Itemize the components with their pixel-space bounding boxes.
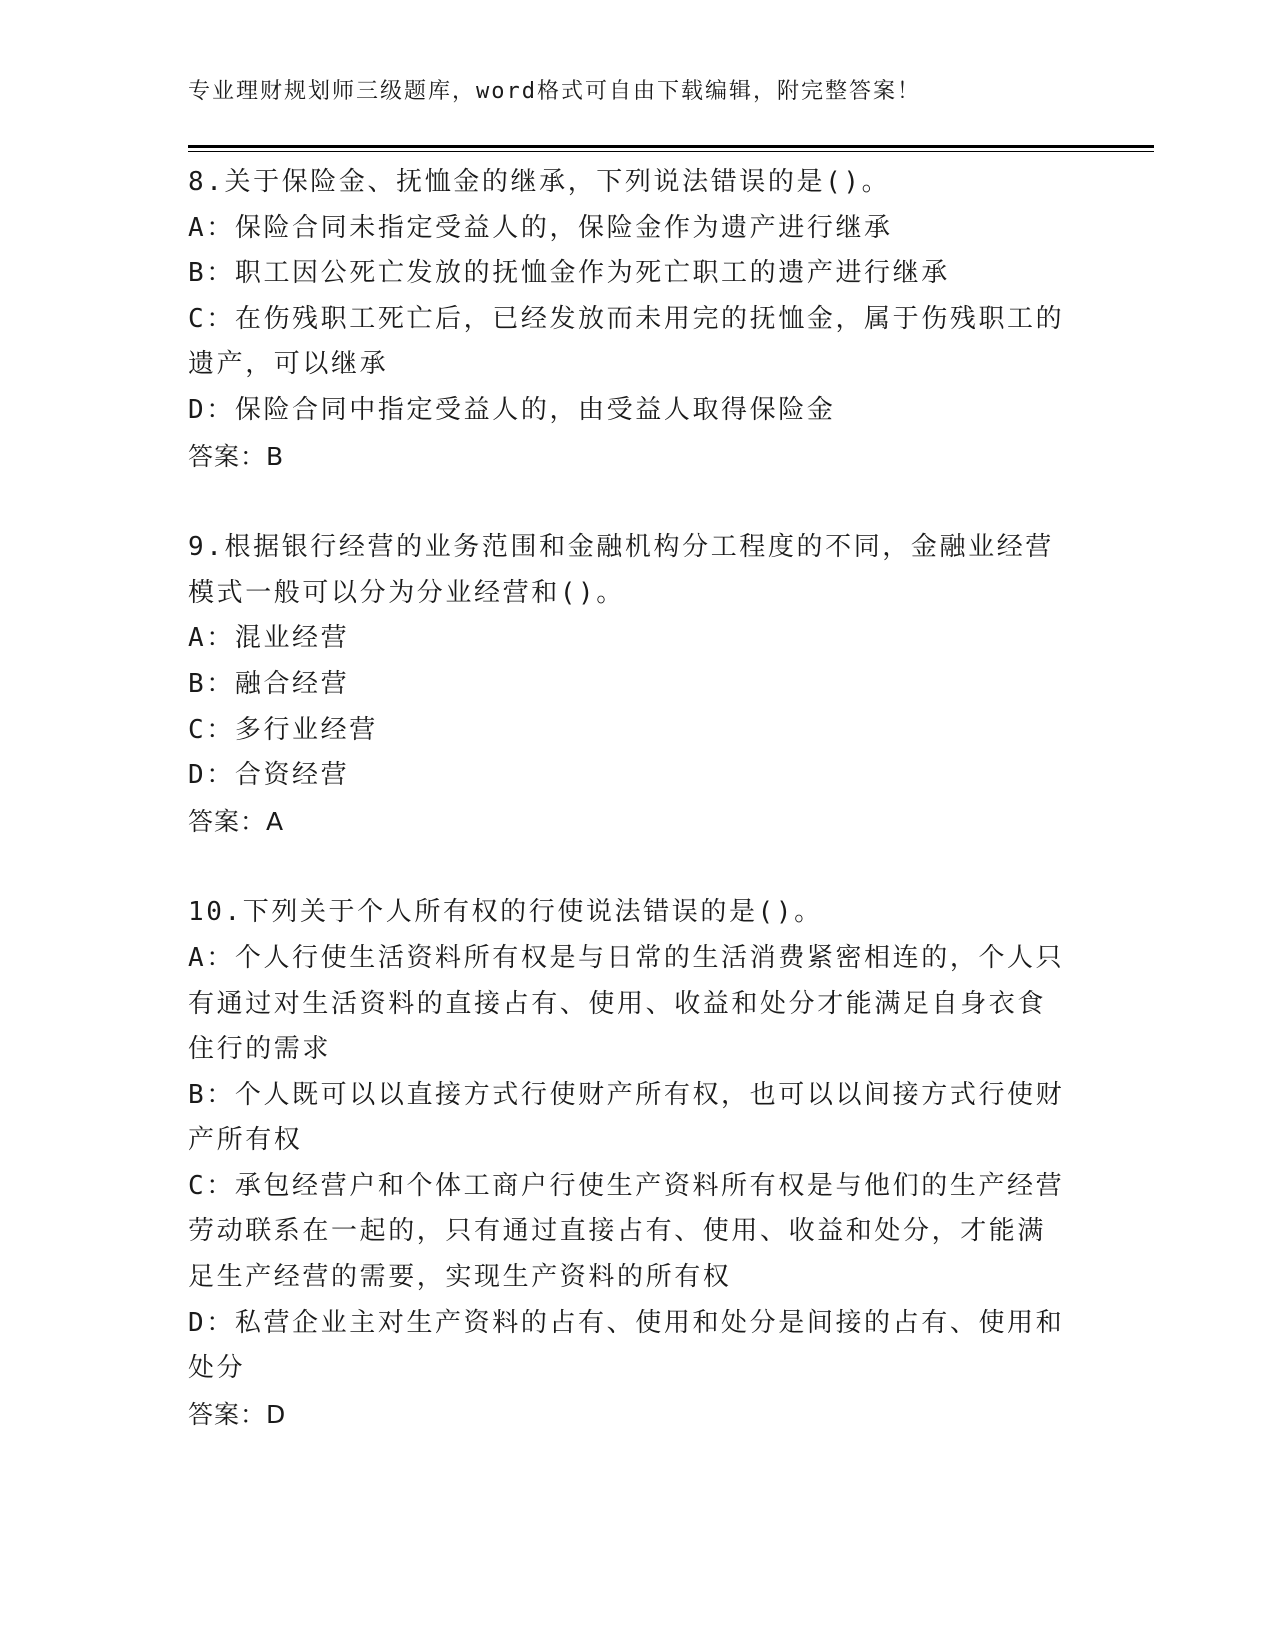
header-rule-thick <box>188 145 1154 148</box>
option-a: A：个人行使生活资料所有权是与日常的生活消费紧密相连的，个人只 <box>188 942 1065 973</box>
question-8 <box>188 160 1088 479</box>
question-stem-cont: 模式一般可以分为分业经营和()。 <box>188 577 625 608</box>
option-c-cont: 劳动联系在一起的，只有通过直接占有、使用、收益和处分，才能满 <box>188 1216 1047 1247</box>
question-stem: 10.下列关于个人所有权的行使说法错误的是()。 <box>188 897 823 928</box>
option-c-cont: 足生产经营的需要，实现生产资料的所有权 <box>188 1262 732 1293</box>
option-d: D：合资经营 <box>188 760 350 791</box>
question-list <box>188 160 1088 1437</box>
option-a-cont: 住行的需求 <box>188 1034 332 1065</box>
option-a-cont: 有通过对生活资料的直接占有、使用、收益和处分才能满足自身衣食 <box>188 988 1047 1019</box>
option-d-cont: 处分 <box>188 1353 246 1384</box>
option-b: B：个人既可以以直接方式行使财产所有权，也可以以间接方式行使财 <box>188 1079 1065 1110</box>
option-a: A：混业经营 <box>188 623 350 654</box>
answer: 答案：A <box>188 806 285 836</box>
option-c: C：在伤残职工死亡后，已经发放而未用完的抚恤金，属于伤残职工的 <box>188 303 1065 334</box>
answer: 答案：D <box>188 1399 287 1429</box>
option-b-cont: 产所有权 <box>188 1125 303 1156</box>
answer: 答案：B <box>188 441 285 471</box>
option-c: C：多行业经营 <box>188 714 378 745</box>
option-a: A：保险合同未指定受益人的，保险金作为遗产进行继承 <box>188 212 893 243</box>
option-d: D：私营企业主对生产资料的占有、使用和处分是间接的占有、使用和 <box>188 1307 1065 1338</box>
option-c-cont: 遗产，可以继承 <box>188 349 389 380</box>
option-c: C：承包经营户和个体工商户行使生产资料所有权是与他们的生产经营 <box>188 1170 1065 1201</box>
option-b: B：融合经营 <box>188 668 350 699</box>
page-header: 专业理财规划师三级题库，word格式可自由下载编辑，附完整答案！ <box>188 79 921 104</box>
question-9 <box>188 525 1088 844</box>
question-10 <box>188 890 1088 1437</box>
option-b: B：职工因公死亡发放的抚恤金作为死亡职工的遗产进行继承 <box>188 258 950 289</box>
question-stem: 9.根据银行经营的业务范围和金融机构分工程度的不同，金融业经营 <box>188 532 1054 563</box>
question-stem: 8.关于保险金、抚恤金的继承，下列说法错误的是()。 <box>188 167 891 197</box>
header-rule-thin <box>188 151 1154 152</box>
option-d: D：保险合同中指定受益人的，由受益人取得保险金 <box>188 394 836 425</box>
